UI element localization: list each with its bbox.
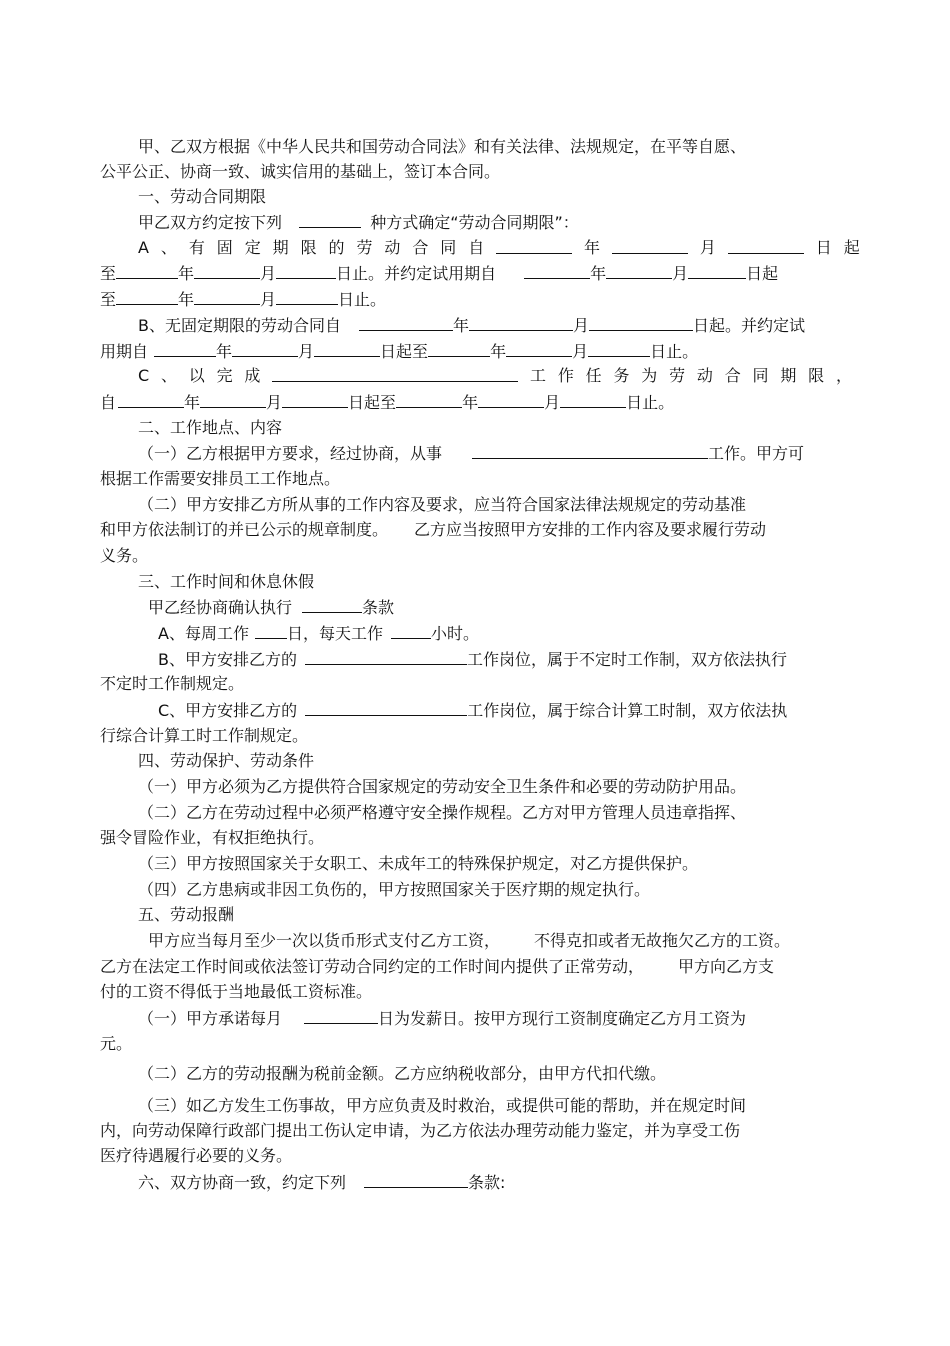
section-6-heading-text: 六、双方协商一致，约定下列: [138, 1173, 347, 1192]
section-3-confirm-line: [148, 597, 394, 618]
blank-b-trial-year: [154, 341, 216, 357]
blank-a-start-year: [496, 238, 572, 254]
option-b-line-1: [138, 315, 805, 336]
label-year: 年: [184, 393, 201, 412]
option-b-line-2: [100, 341, 698, 362]
section-5-p1-text-2: 日为发薪日。按甲方现行工资制度确定乙方月工资为: [378, 1009, 747, 1028]
label-year: 年: [452, 316, 469, 335]
blank-b-trial-month: [232, 341, 298, 357]
option-b-trial: 用期自: [100, 342, 149, 361]
option-c-char: 动: [696, 366, 713, 385]
section-5-p2: （二）乙方的劳动报酬为税前金额。乙方应纳税收部分，由甲方代扣代缴。: [138, 1064, 667, 1083]
label-month: 月: [260, 290, 277, 309]
option-a-line-3: [100, 289, 386, 310]
blank-a-trial-end-month: [194, 289, 260, 305]
label-to: 至: [100, 264, 117, 283]
label-year: 年: [584, 238, 601, 257]
blank-agreed-clause: [364, 1172, 468, 1188]
section-3-heading: 三、工作时间和休息休假: [138, 572, 315, 591]
option-a-char: 合: [412, 238, 429, 257]
blank-c-end-day: [560, 392, 626, 408]
section-2-p2-line-2: [100, 520, 766, 540]
blank-b-start-month: [469, 315, 573, 331]
blank-c-end-year: [396, 392, 462, 408]
label-to: 至: [100, 290, 117, 309]
blank-payday: [304, 1008, 378, 1024]
label-day-stop: 日止。: [338, 290, 387, 309]
section-5-p0-line-2: [100, 957, 774, 977]
blank-term-method: [299, 212, 361, 228]
section-4-p3: （三）甲方按照国家关于女职工、未成年工的特殊保护规定，对乙方提供保护。: [138, 854, 699, 873]
section-5-p0-line-3: 付的工资不得低于当地最低工资标准。: [100, 982, 373, 1001]
label-day-stop: 日止。: [626, 393, 675, 412]
option-c-char: 以: [188, 366, 205, 385]
blank-b-post: [305, 649, 467, 665]
label-year: 年: [462, 393, 479, 412]
label-month: 月: [266, 393, 283, 412]
option-c-line-2: [100, 392, 674, 413]
blank-b-start-year: [359, 315, 453, 331]
blank-a-trial-year: [524, 263, 590, 279]
section-5-heading: 五、劳动报酬: [138, 905, 235, 924]
section-3-a-line: [158, 623, 479, 644]
label-year: 年: [216, 342, 233, 361]
label-day-stop: 日止。: [336, 264, 385, 283]
label-year: 年: [490, 342, 507, 361]
section-3-b-text: B、甲方安排乙方的: [158, 650, 297, 669]
option-a-char: 劳: [356, 238, 373, 257]
term-method-text: 甲乙双方约定按下列: [138, 213, 283, 232]
label-day-to: 日起至: [380, 342, 429, 361]
blank-days-per-week: [255, 623, 287, 639]
option-c-char: 务: [613, 366, 630, 385]
section-5-p1-text: （一）甲方承诺每月: [138, 1009, 283, 1028]
option-a-char: 的: [328, 238, 345, 257]
blank-a-trial-month: [606, 263, 672, 279]
section-3-c-line-2: 行综合计算工时工作制规定。: [100, 726, 309, 745]
section-3-c-text-2: 工作岗位，属于综合计算工时制，双方依法执: [467, 701, 788, 720]
option-c-char: C: [138, 366, 150, 385]
option-a-char: 同: [440, 238, 457, 257]
section-3-confirm-text: 甲乙经协商确认执行: [148, 598, 293, 617]
blank-a-end-month: [194, 263, 260, 279]
intro-line-2: 公平公正、协商一致、诚实信用的基础上，签订本合同。: [100, 162, 501, 181]
option-c-char: 完: [216, 366, 233, 385]
label-month: 月: [699, 238, 716, 257]
label-month: 月: [544, 393, 561, 412]
label-year: 年: [178, 264, 195, 283]
option-c-char: 作: [557, 366, 574, 385]
option-b-text-2: 日起。并约定试: [693, 316, 806, 335]
section-5-p3-line-3: 医疗待遇履行必要的义务。: [100, 1146, 293, 1165]
blank-a-end-year: [116, 263, 178, 279]
blank-b-start-day: [589, 315, 693, 331]
section-5-p0-text-3: 乙方在法定工作时间或依法签订劳动合同约定的工作时间内提供了正常劳动，: [100, 957, 645, 976]
section-5-p1-line-1: [138, 1008, 746, 1029]
blank-b-trial-end-day: [588, 341, 650, 357]
blank-c-start-month: [200, 392, 266, 408]
label-year: 年: [178, 290, 195, 309]
section-4-p2-line-1: （二）乙方在劳动过程中必须严格遵守安全操作规程。乙方对甲方管理人员违章指挥、: [138, 803, 747, 822]
section-4-p2-line-2: 强令冒险作业，有权拒绝执行。: [100, 828, 325, 847]
section-5-p0-text: 甲方应当每月至少一次以货币形式支付乙方工资，: [148, 931, 501, 950]
section-6-heading-line: [138, 1172, 505, 1193]
section-3-c-line-1: [158, 700, 787, 721]
blank-b-trial-day: [314, 341, 380, 357]
label-day-to: 日起至: [348, 393, 397, 412]
blank-a-trial-end-day: [276, 289, 338, 305]
section-3-a-text-3: 小时。: [430, 624, 479, 643]
section-3-a-text-2: 日，每天工作: [286, 624, 383, 643]
section-6-heading-text-2: 条款:: [468, 1173, 506, 1192]
label-month: 月: [572, 342, 589, 361]
section-3-c-text: C、甲方安排乙方的: [158, 701, 298, 720]
option-a-char: A: [138, 238, 149, 257]
option-c-char: 工: [530, 366, 547, 385]
blank-hours-per-day: [391, 623, 431, 639]
option-a-char: 自: [468, 238, 485, 257]
section-4-p4: （四）乙方患病或非因工负伤的，甲方按照国家关于医疗期的规定执行。: [138, 880, 651, 899]
option-a-char: 固: [216, 238, 233, 257]
section-4-p1: （一）甲方必须为乙方提供符合国家规定的劳动安全卫生条件和必要的劳动防护用品。: [138, 777, 747, 796]
section-2-p2-text-2: 乙方应当按照甲方安排的工作内容及要求履行劳动: [414, 520, 767, 539]
section-2-heading: 二、工作地点、内容: [138, 418, 283, 437]
blank-b-trial-end-year: [428, 341, 490, 357]
blank-a-trial-day: [688, 263, 746, 279]
section-1-heading: 一、劳动合同期限: [138, 187, 267, 206]
section-2-p1-text-2: 工作。甲方可: [708, 444, 805, 463]
section-3-b-line-1: [158, 649, 787, 670]
blank-a-end-day: [276, 263, 336, 279]
label-day-stop: 日止。: [650, 342, 699, 361]
section-2-p2-text: 和甲方依法制订的并已公示的规章制度。: [100, 520, 389, 539]
option-c-char: 劳: [669, 366, 686, 385]
label-month: 月: [298, 342, 315, 361]
section-5-p3-line-2: 内，向劳动保障行政部门提出工伤认定申请，为乙方依法办理劳动能力鉴定，并为享受工伤: [100, 1121, 741, 1140]
section-2-p2-line-1: （二）甲方安排乙方所从事的工作内容及要求，应当符合国家法律法规规定的劳动基准: [138, 495, 747, 514]
label-month: 月: [573, 316, 590, 335]
option-c-char: 合: [724, 366, 741, 385]
section-2-p1-line-2: 根据工作需要安排员工工作地点。: [100, 469, 341, 488]
blank-a-start-month: [612, 238, 688, 254]
option-b-text: B、无固定期限的劳动合同自: [138, 316, 341, 335]
blank-c-start-day: [282, 392, 348, 408]
label-day: 日: [815, 238, 832, 257]
blank-b-trial-end-month: [506, 341, 572, 357]
blank-c-start-year: [118, 392, 184, 408]
option-a-char: 期: [272, 238, 289, 257]
label-month: 月: [260, 264, 277, 283]
blank-clause: [302, 597, 362, 613]
term-method-text-2: 种方式确定“劳动合同期限”：: [370, 213, 579, 232]
label-year: 年: [590, 264, 607, 283]
section-5-p0-line-1: [148, 931, 790, 951]
label-from: 自: [100, 393, 117, 412]
section-3-b-text-2: 工作岗位，属于不定时工作制，双方依法执行: [466, 650, 787, 669]
section-2-p1-line-1: [138, 443, 804, 464]
blank-c-end-month: [478, 392, 544, 408]
option-c-char: 、: [160, 366, 177, 385]
option-c-char: 限: [808, 366, 825, 385]
option-a-char: 定: [244, 238, 261, 257]
blank-a-trial-end-year: [116, 289, 178, 305]
option-a-line-1: [138, 238, 860, 258]
option-a-char: 、: [160, 238, 177, 257]
label-qi: 起: [843, 238, 860, 257]
label-day-qi: 日起: [746, 264, 779, 283]
blank-c-task: [272, 366, 518, 382]
option-c-char: 期: [780, 366, 797, 385]
label-trial-from: 并约定试用期自: [384, 264, 497, 283]
section-5-p0-text-2: 不得克扣或者无故拖欠乙方的工资。: [534, 931, 791, 950]
section-2-p2-line-3: 义务。: [100, 546, 149, 565]
blank-job-type: [472, 443, 708, 459]
section-3-a-text: A、每周工作: [158, 624, 249, 643]
option-c-line-1: [138, 366, 852, 386]
label-month: 月: [672, 264, 689, 283]
option-a-char: 限: [300, 238, 317, 257]
option-a-char: 有: [188, 238, 205, 257]
section-4-heading: 四、劳动保护、劳动条件: [138, 751, 315, 770]
option-c-char: 为: [641, 366, 658, 385]
blank-a-start-day: [728, 238, 804, 254]
intro-line-1: 甲、乙双方根据《中华人民共和国劳动合同法》和有关法律、法规规定，在平等自愿、: [138, 137, 747, 156]
section-5-p0-text-4: 甲方向乙方支: [678, 957, 775, 976]
option-c-char: ，: [835, 366, 852, 385]
section-3-clause-text: 条款: [362, 598, 395, 617]
option-a-char: 动: [384, 238, 401, 257]
section-3-b-line-2: 不定时工作制规定。: [100, 674, 245, 693]
section-2-p1-text: （一）乙方根据甲方要求，经过协商，从事: [138, 444, 443, 463]
option-c-char: 同: [752, 366, 769, 385]
option-c-char: 任: [585, 366, 602, 385]
blank-c-post: [305, 700, 467, 716]
section-5-p1-line-2: 元。: [100, 1034, 133, 1053]
option-a-line-2: [100, 263, 778, 284]
option-c-char: 成: [244, 366, 261, 385]
section-5-p3-line-1: （三）如乙方发生工伤事故，甲方应负责及时救治，或提供可能的帮助，并在规定时间: [138, 1096, 747, 1115]
term-method-line: [138, 212, 579, 233]
